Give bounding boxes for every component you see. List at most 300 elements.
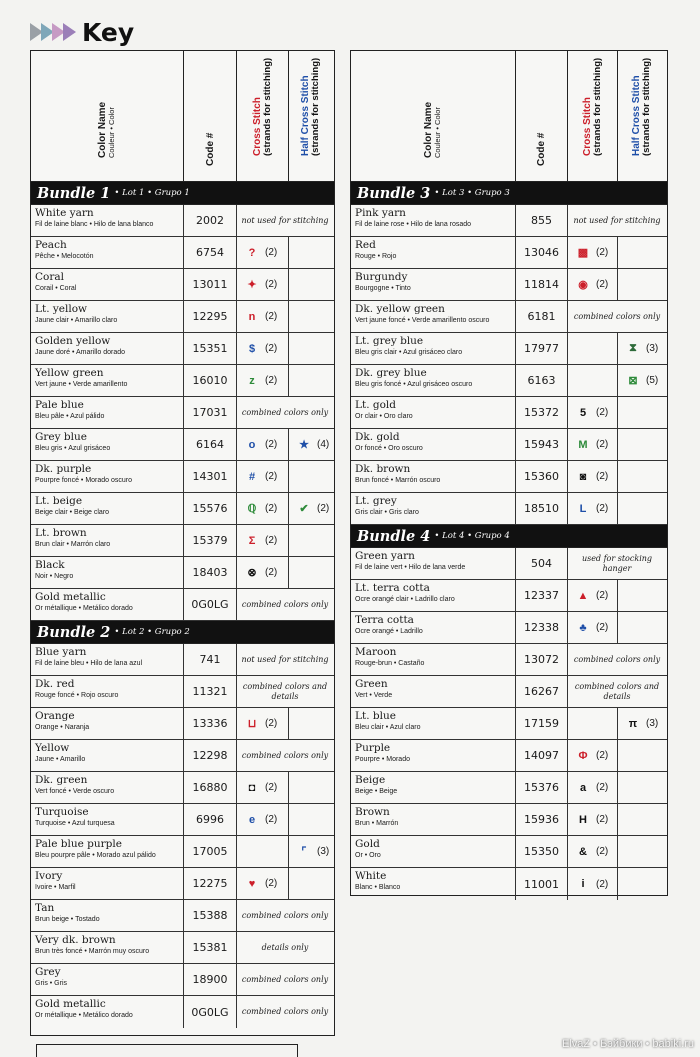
- header-label: [582, 57, 603, 155]
- color-name: Dk. yellow green: [355, 303, 445, 315]
- color-row: [31, 557, 334, 589]
- half-cross-cell: [618, 397, 666, 428]
- color-name-translation: Vert jaune • Verde amarillento: [35, 381, 128, 388]
- color-name-cell: [351, 461, 516, 492]
- half-cross-cell: [618, 740, 666, 771]
- code-value: 13011: [192, 278, 228, 291]
- cross-stitch-symbol-icon: ?: [248, 246, 256, 259]
- half-cross-symbol-icon: π: [628, 717, 638, 730]
- note-cell: [568, 644, 666, 675]
- cross-stitch-symbol-icon: Φ: [578, 749, 588, 762]
- color-row: [31, 772, 334, 804]
- cross-stitch-cell: [568, 397, 618, 428]
- header-cell: [568, 51, 618, 181]
- color-name: Turquoise: [35, 806, 89, 818]
- code-value: 12338: [524, 621, 559, 634]
- bundle-header: [31, 621, 334, 644]
- cross-stitch-symbol-icon: ◘: [248, 781, 256, 794]
- cross-stitch-symbol-icon: o: [248, 438, 256, 451]
- color-name-translation: Gris • Gris: [35, 980, 68, 987]
- cross-stitch-cell: [237, 237, 289, 268]
- cross-stitch-cell: [237, 804, 289, 835]
- code-cell: [184, 205, 237, 236]
- color-name-cell: [31, 900, 184, 931]
- color-name: Black: [35, 559, 65, 571]
- code-value: 15372: [524, 406, 559, 419]
- color-name-cell: [31, 996, 184, 1028]
- half-cross-cell: [618, 708, 666, 739]
- color-name-translation: Beige • Beige: [355, 788, 398, 795]
- color-name: Tan: [35, 902, 55, 914]
- note-cell: [237, 900, 333, 931]
- color-name-cell: [31, 269, 184, 300]
- color-name: Lt. yellow: [35, 303, 88, 315]
- color-row: [351, 676, 667, 708]
- half-cross-cell: [289, 429, 333, 460]
- color-row: [31, 740, 334, 772]
- color-row: [31, 269, 334, 301]
- code-cell: [184, 900, 237, 931]
- code-value: 6996: [196, 813, 224, 826]
- half-cross-cell: [289, 237, 333, 268]
- code-value: 15379: [192, 534, 228, 547]
- code-value: 15350: [524, 845, 559, 858]
- usage-note: combined colors only: [241, 974, 329, 984]
- color-name-translation: Bleu gris • Azul grisáceo: [35, 445, 111, 452]
- cross-stitch-symbol-icon: n: [248, 310, 256, 323]
- color-name: Gold metallic: [35, 998, 106, 1010]
- cross-stitch-cell: [237, 708, 289, 739]
- color-name-cell: [351, 772, 516, 803]
- code-cell: [184, 301, 237, 332]
- header-title: Cross Stitch: [252, 96, 263, 156]
- color-row: [351, 836, 667, 868]
- color-row: [31, 708, 334, 740]
- code-value: 2002: [196, 214, 224, 227]
- color-row: [351, 205, 667, 237]
- note-cell: [237, 964, 333, 995]
- cross-stitch-strands: (2): [596, 878, 609, 890]
- bundle-header: [351, 525, 667, 548]
- code-cell: [516, 772, 568, 803]
- color-name-cell: [31, 740, 184, 771]
- cross-stitch-cell: [568, 580, 618, 611]
- color-name-cell: [31, 868, 184, 899]
- cross-stitch-strands: (2): [596, 247, 609, 258]
- cross-stitch-cell: [568, 804, 618, 835]
- code-value: 14301: [192, 470, 228, 483]
- header-cell: [237, 51, 289, 181]
- color-name-cell: [351, 397, 516, 428]
- color-row: [351, 772, 667, 804]
- color-name: Golden yellow: [35, 335, 111, 347]
- color-row: [31, 644, 334, 676]
- half-cross-cell: [289, 525, 333, 556]
- note-cell: [237, 644, 333, 675]
- key-table-left: [30, 50, 335, 1036]
- half-cross-cell: [618, 772, 666, 803]
- color-name: Maroon: [355, 646, 397, 658]
- code-cell: [516, 461, 568, 492]
- half-cross-symbol-icon: ⌜: [301, 846, 307, 858]
- code-value: 13336: [192, 717, 228, 730]
- color-name: Lt. terra cotta: [355, 582, 430, 594]
- code-cell: [516, 836, 568, 867]
- color-row: [31, 836, 334, 868]
- bundle-subtitle: • Lot 2 • Grupo 2: [114, 627, 190, 637]
- color-name-translation: Fil de laine blanc • Hilo de lana blanco: [35, 221, 154, 228]
- code-cell: [184, 644, 237, 675]
- cross-stitch-symbol-icon: ◙: [579, 470, 587, 483]
- color-name: Gold: [355, 838, 380, 850]
- note-cell: [237, 932, 333, 963]
- color-name-translation: Ocre orangé clair • Ladrillo claro: [355, 596, 455, 603]
- cross-stitch-strands: (2): [265, 247, 278, 258]
- color-row: [31, 900, 334, 932]
- code-cell: [184, 493, 237, 524]
- note-cell: [237, 996, 333, 1028]
- color-row: [351, 580, 667, 612]
- cross-stitch-strands: (2): [265, 814, 278, 825]
- color-name-translation: Pourpre • Morado: [355, 756, 410, 763]
- cross-stitch-symbol-icon: 5: [579, 406, 587, 419]
- cross-stitch-symbol-icon: ℚ: [247, 503, 257, 515]
- usage-note: combined colors and details: [574, 681, 660, 701]
- header-cell: [31, 51, 184, 181]
- code-cell: [516, 493, 568, 524]
- header-cell: [618, 51, 666, 181]
- half-cross-cell: [618, 868, 666, 900]
- header-title: Code #: [204, 132, 216, 166]
- color-name-translation: Brun foncé • Marrón oscuro: [355, 477, 441, 484]
- cross-stitch-symbol-icon: ✦: [247, 279, 257, 291]
- code-value: 15360: [524, 470, 559, 483]
- code-cell: [184, 333, 237, 364]
- cross-stitch-symbol-icon: a: [579, 781, 587, 794]
- code-value: 15576: [192, 502, 228, 515]
- color-name: Dk. red: [35, 678, 75, 690]
- color-name-translation: Rouge • Rojo: [355, 253, 397, 260]
- color-row: [351, 644, 667, 676]
- color-name: Green yarn: [355, 550, 415, 562]
- bundle-title: Bundle 2: [37, 623, 111, 641]
- color-name-cell: [351, 644, 516, 675]
- header-title: Cross Stitch: [582, 96, 593, 156]
- half-cross-cell: [289, 557, 333, 588]
- color-name-translation: Vert • Verde: [355, 692, 393, 699]
- usage-note: combined colors only: [573, 654, 661, 664]
- code-value: 13072: [524, 653, 559, 666]
- color-name: Lt. brown: [35, 527, 87, 539]
- note-cell: [568, 676, 666, 707]
- color-name-cell: [351, 333, 516, 364]
- arrow-bullets-icon: [30, 23, 74, 41]
- code-value: 0G0LG: [191, 1005, 229, 1019]
- color-name: White yarn: [35, 207, 94, 219]
- usage-note: combined colors only: [241, 910, 329, 920]
- cross-stitch-strands: (2): [596, 439, 609, 450]
- cross-stitch-symbol-icon: M: [578, 438, 588, 451]
- watermark: ElvaZ • Бэйбики • babiki.ru: [562, 1038, 694, 1050]
- code-value: 15351: [192, 342, 228, 355]
- color-row: [351, 493, 667, 525]
- half-cross-cell: [618, 365, 666, 396]
- half-cross-strands: (5): [646, 375, 659, 386]
- code-cell: [516, 205, 568, 236]
- note-cell: [237, 740, 333, 771]
- half-cross-symbol-icon: ⧗: [629, 342, 637, 354]
- code-value: 16267: [524, 685, 559, 698]
- color-name-translation: Rouge foncé • Rojo oscuro: [35, 692, 119, 699]
- color-name-translation: Brun très foncé • Marrón muy oscuro: [35, 948, 150, 955]
- code-cell: [184, 429, 237, 460]
- color-name-cell: [351, 429, 516, 460]
- usage-note: combined colors only: [241, 599, 329, 609]
- usage-note: combined colors only: [241, 407, 329, 417]
- color-name-cell: [31, 964, 184, 995]
- color-name: Pink yarn: [355, 207, 406, 219]
- code-value: 17977: [524, 342, 559, 355]
- cross-stitch-cell: [237, 493, 289, 524]
- bundle-subtitle: • Lot 3 • Grupo 3: [434, 188, 510, 198]
- cross-stitch-cell: [568, 836, 618, 867]
- cross-stitch-cell: [568, 772, 618, 803]
- code-cell: [184, 772, 237, 803]
- note-cell: [237, 397, 333, 428]
- cross-stitch-strands: (2): [265, 503, 278, 514]
- cross-stitch-symbol-icon: z: [249, 374, 255, 387]
- color-name: Lt. grey: [355, 495, 397, 507]
- color-name: Dk. grey blue: [355, 367, 427, 379]
- half-cross-cell: [289, 493, 333, 524]
- cross-stitch-strands: (2): [596, 782, 609, 793]
- half-cross-cell: [618, 804, 666, 835]
- cross-stitch-cell: [237, 301, 289, 332]
- code-cell: [184, 740, 237, 771]
- cross-stitch-symbol-icon: i: [581, 878, 585, 890]
- color-name-translation: Jaune • Amarillo: [35, 756, 86, 763]
- cross-stitch-cell: [568, 269, 618, 300]
- cross-stitch-cell: [568, 333, 618, 364]
- color-name: Lt. blue: [355, 710, 396, 722]
- code-cell: [184, 996, 237, 1028]
- code-cell: [184, 397, 237, 428]
- code-cell: [184, 269, 237, 300]
- cross-stitch-cell: [237, 269, 289, 300]
- cross-stitch-strands: (2): [596, 846, 609, 857]
- color-name: Beige: [355, 774, 386, 786]
- color-name-cell: [351, 676, 516, 707]
- header-cell: [351, 51, 516, 181]
- color-name: Ivory: [35, 870, 63, 882]
- cross-stitch-cell: [568, 740, 618, 771]
- header-title: Code #: [536, 132, 547, 166]
- cross-stitch-symbol-icon: ♥: [248, 877, 256, 890]
- color-name-translation: Fil de laine bleu • Hilo de lana azul: [35, 660, 143, 667]
- color-name: Green: [355, 678, 388, 690]
- color-name-cell: [31, 333, 184, 364]
- cross-stitch-strands: (2): [596, 622, 609, 633]
- half-cross-cell: [618, 333, 666, 364]
- color-name: Peach: [35, 239, 67, 251]
- usage-note: combined colors and details: [242, 681, 328, 701]
- color-name-cell: [351, 237, 516, 268]
- header-title: Color Name: [96, 101, 108, 158]
- half-cross-cell: [289, 868, 333, 899]
- header-label: [536, 133, 547, 166]
- color-name-translation: Brun beige • Tostado: [35, 916, 100, 923]
- code-value: 504: [531, 557, 552, 570]
- half-cross-symbol-icon: ✔: [299, 503, 309, 515]
- cross-stitch-symbol-icon: ▲: [577, 589, 589, 602]
- code-cell: [184, 365, 237, 396]
- code-value: 6164: [196, 438, 224, 451]
- color-name: Pale blue: [35, 399, 84, 411]
- color-name-translation: Bleu pourpre pâle • Morado azul pálido: [35, 852, 156, 859]
- half-cross-cell: [289, 269, 333, 300]
- color-name-cell: [31, 237, 184, 268]
- color-name-cell: [351, 365, 516, 396]
- color-row: [31, 964, 334, 996]
- bundle-subtitle: • Lot 4 • Grupo 4: [434, 531, 510, 541]
- color-name-translation: Or foncé • Oro oscuro: [355, 445, 423, 452]
- half-cross-cell: [618, 269, 666, 300]
- color-row: [351, 461, 667, 493]
- code-cell: [184, 557, 237, 588]
- color-name-cell: [31, 301, 184, 332]
- header-subtitle: (strands for stitching): [641, 57, 652, 156]
- half-cross-cell: [289, 836, 333, 867]
- cross-stitch-strands: (2): [596, 814, 609, 825]
- color-name-translation: Bleu pâle • Azul pálido: [35, 413, 105, 420]
- color-name-cell: [31, 429, 184, 460]
- color-name-translation: Jaune clair • Amarillo claro: [35, 317, 118, 324]
- code-value: 13046: [524, 246, 559, 259]
- color-row: [31, 397, 334, 429]
- cross-stitch-symbol-icon: e: [248, 813, 256, 826]
- code-value: 16880: [192, 781, 228, 794]
- cross-stitch-cell: [568, 461, 618, 492]
- half-cross-cell: [289, 301, 333, 332]
- code-cell: [184, 589, 237, 620]
- cross-stitch-symbol-icon: &: [579, 845, 587, 858]
- color-name-cell: [351, 493, 516, 524]
- cross-stitch-strands: (2): [265, 567, 278, 578]
- color-name: Grey: [35, 966, 61, 978]
- note-cell: [568, 205, 666, 236]
- cross-stitch-symbol-icon: H: [579, 813, 587, 826]
- half-cross-cell: [618, 612, 666, 643]
- color-row: [31, 333, 334, 365]
- color-name-cell: [31, 557, 184, 588]
- cross-stitch-symbol-icon: L: [579, 502, 587, 515]
- color-name: Lt. grey blue: [355, 335, 424, 347]
- header-title: Half Cross Stitch: [631, 74, 642, 156]
- code-cell: [516, 237, 568, 268]
- cross-stitch-cell: [237, 836, 289, 867]
- color-name-cell: [351, 612, 516, 643]
- cross-stitch-strands: (2): [596, 750, 609, 761]
- code-cell: [516, 580, 568, 611]
- color-name-translation: Blanc • Blanco: [355, 884, 401, 891]
- key-table-right: [350, 50, 668, 896]
- cross-stitch-cell: [237, 557, 289, 588]
- code-cell: [184, 237, 237, 268]
- color-name: Yellow: [35, 742, 70, 754]
- color-row: [31, 804, 334, 836]
- usage-note: combined colors only: [241, 1007, 329, 1016]
- code-cell: [516, 804, 568, 835]
- color-name: Brown: [355, 806, 390, 818]
- code-value: 11814: [524, 278, 559, 291]
- color-row: [351, 269, 667, 301]
- color-name: Orange: [35, 710, 75, 722]
- color-name: Dk. brown: [355, 463, 411, 475]
- color-name: Purple: [355, 742, 391, 754]
- usage-note: not used for stitching: [241, 215, 329, 225]
- color-name-cell: [31, 493, 184, 524]
- color-name-cell: [351, 548, 516, 579]
- cross-stitch-strands: (2): [265, 279, 278, 290]
- color-name-cell: [31, 644, 184, 675]
- color-row: [31, 932, 334, 964]
- color-row: [351, 365, 667, 397]
- code-cell: [184, 461, 237, 492]
- half-cross-cell: [618, 836, 666, 867]
- color-name: Pale blue purple: [35, 838, 122, 850]
- color-row: [351, 740, 667, 772]
- half-cross-cell: [618, 461, 666, 492]
- color-name-translation: Bourgogne • Tinto: [355, 285, 411, 292]
- code-value: 17031: [192, 406, 228, 419]
- usage-note: not used for stitching: [241, 654, 329, 664]
- color-name: Coral: [35, 271, 64, 283]
- usage-note: used for stocking hanger: [581, 553, 653, 573]
- cross-stitch-strands: (2): [596, 471, 609, 482]
- cross-stitch-strands: (2): [596, 590, 609, 601]
- header-title: Color Name: [422, 101, 434, 158]
- color-name-translation: Beige clair • Beige claro: [35, 509, 110, 516]
- cross-stitch-strands: (2): [265, 535, 278, 546]
- cross-stitch-strands: (2): [265, 343, 278, 354]
- color-name-cell: [351, 205, 516, 236]
- page-header: [30, 14, 134, 50]
- code-value: 18510: [524, 502, 559, 515]
- code-value: 18900: [192, 973, 228, 986]
- color-row: [351, 397, 667, 429]
- color-name-cell: [31, 461, 184, 492]
- color-row: [31, 205, 334, 237]
- color-name-translation: Noir • Negro: [35, 573, 74, 580]
- code-value: 855: [531, 214, 552, 227]
- color-name-cell: [31, 205, 184, 236]
- color-row: [31, 365, 334, 397]
- cross-stitch-strands: (2): [596, 279, 609, 290]
- code-value: 12298: [192, 749, 228, 762]
- color-name: Dk. gold: [355, 431, 400, 443]
- color-row: [31, 237, 334, 269]
- code-value: 6163: [527, 374, 556, 387]
- usage-note: combined colors only: [573, 311, 661, 321]
- header-subtitle: (strands for stitching): [262, 57, 273, 156]
- cross-stitch-cell: [237, 461, 289, 492]
- code-value: 16010: [192, 374, 228, 387]
- color-name-cell: [31, 932, 184, 963]
- code-value: 15943: [524, 438, 559, 451]
- header-label: [97, 102, 116, 158]
- color-name-translation: Corail • Coral: [35, 285, 77, 292]
- code-value: 17005: [192, 845, 228, 858]
